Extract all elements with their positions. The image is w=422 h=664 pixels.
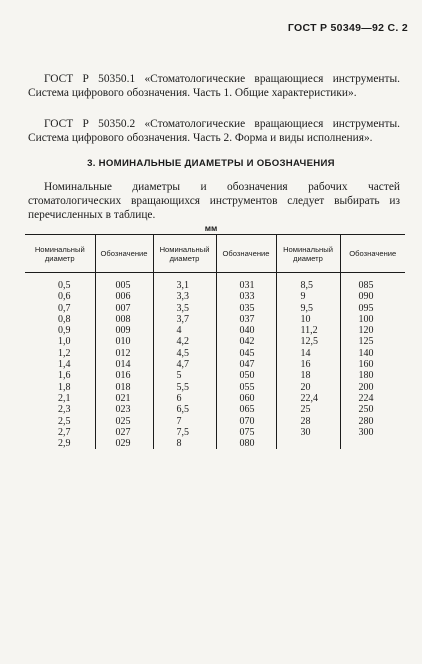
- diameter-cell: 11,2: [276, 325, 340, 336]
- diameter-cell: 2,5: [58, 415, 71, 427]
- designation-cell: 047: [216, 359, 276, 370]
- table-body: [25, 273, 405, 450]
- designation-cell: 085: [340, 273, 405, 292]
- table-row: [25, 393, 405, 404]
- designation-cell: 125: [340, 336, 405, 347]
- diameter-cell: 2,3: [58, 404, 71, 416]
- diameter-cell: 3,7: [153, 314, 216, 325]
- diameter-cell: 1,6: [58, 370, 71, 382]
- designation-cell: 050: [216, 370, 276, 381]
- table-row: [25, 382, 405, 393]
- diameter-cell: 16: [276, 359, 340, 370]
- diameter-cell: 18: [276, 370, 340, 381]
- designation-cell: 095: [340, 303, 405, 314]
- designation-cell: 090: [340, 291, 405, 302]
- designation-cell: 040: [216, 325, 276, 336]
- diameter-cell: 1,8: [58, 381, 71, 393]
- designation-cell: 042: [216, 336, 276, 347]
- header-nominal-diameter-2: Номинальный диаметр: [153, 235, 216, 273]
- diameter-cell: 2,7: [58, 426, 71, 438]
- diameter-cell: 10: [276, 314, 340, 325]
- diameter-cell: 0,9: [58, 325, 71, 337]
- designation-cell: 060: [216, 393, 276, 404]
- diameter-cell: 6: [153, 393, 216, 404]
- designation-cell: 035: [216, 303, 276, 314]
- designation-cell: 070: [216, 416, 276, 427]
- designation-cell: 075: [216, 427, 276, 438]
- designation-cell: 080: [216, 438, 276, 449]
- designation-cell: 029: [95, 438, 153, 449]
- designation-cell: 023: [95, 404, 153, 415]
- designation-cell: 010: [95, 336, 153, 347]
- table-header-row: [25, 235, 405, 273]
- designation-cell: 027: [95, 427, 153, 438]
- diameter-cell: 4,2: [153, 336, 216, 347]
- diameter-cell: 8,5: [276, 273, 340, 292]
- header-nominal-diameter-1: Номинальный диаметр: [25, 235, 95, 273]
- page-header: ГОСТ Р 50349—92 С. 2: [287, 22, 408, 34]
- diameter-cell: 0,7: [58, 302, 71, 314]
- diameter-cell: 7: [153, 416, 216, 427]
- table-row: [25, 359, 405, 370]
- designation-cell: 200: [340, 382, 405, 393]
- header-designation-3: Обозначение: [340, 235, 405, 273]
- diameter-cell: 5: [153, 370, 216, 381]
- designation-cell: 224: [340, 393, 405, 404]
- designation-cell: 009: [95, 325, 153, 336]
- diameter-cell: 3,5: [153, 303, 216, 314]
- designation-cell: 008: [95, 314, 153, 325]
- diameter-cell: 7,5: [153, 427, 216, 438]
- table-row: [25, 348, 405, 359]
- table-row: [25, 370, 405, 381]
- table-row: [25, 438, 405, 449]
- designation-cell: 012: [95, 348, 153, 359]
- diameter-cell: 3,1: [153, 273, 216, 292]
- designation-cell: 007: [95, 303, 153, 314]
- diameter-cell: 8: [153, 438, 216, 449]
- diameter-cell: 4,7: [153, 359, 216, 370]
- header-nominal-diameter-3: Номинальный диаметр: [276, 235, 340, 273]
- diameter-cell: 12,5: [276, 336, 340, 347]
- diameter-cell: 1,0: [58, 336, 71, 348]
- designation-cell: 250: [340, 404, 405, 415]
- table-row: [25, 325, 405, 336]
- diameter-cell: 4: [153, 325, 216, 336]
- table-row: [25, 303, 405, 314]
- diameter-cell: [276, 438, 340, 449]
- header-designation-2: Обозначение: [216, 235, 276, 273]
- diameter-cell: 28: [276, 416, 340, 427]
- designation-cell: 033: [216, 291, 276, 302]
- diameter-cell: 5,5: [153, 382, 216, 393]
- reference-paragraph-1: ГОСТ Р 50350.1 «Стоматологические вращающиеся инструменты. Система цифрового обозначения. Часть 1. Общие характеристики».: [28, 73, 400, 99]
- designation-cell: 016: [95, 370, 153, 381]
- diameter-cell: 2,9: [58, 438, 71, 450]
- diameter-cell: 22,4: [276, 393, 340, 404]
- designation-cell: 065: [216, 404, 276, 415]
- intro-paragraph: Номинальные диаметры и обозначения рабочих частей стоматологических вращающихся инструментов следует выбирать из перечисленных в таблице.: [28, 181, 400, 221]
- diameter-cell: 4,5: [153, 348, 216, 359]
- designation-cell: 021: [95, 393, 153, 404]
- diameter-cell: 6,5: [153, 404, 216, 415]
- diameters-table: [25, 234, 405, 449]
- table-row: [25, 273, 405, 292]
- diameter-cell: 30: [276, 427, 340, 438]
- diameter-cell: 14: [276, 348, 340, 359]
- table-row: [25, 291, 405, 302]
- table-row: [25, 314, 405, 325]
- designation-cell: 140: [340, 348, 405, 359]
- designation-cell: 280: [340, 416, 405, 427]
- designation-cell: 100: [340, 314, 405, 325]
- designation-cell: 006: [95, 291, 153, 302]
- diameter-cell: 2,1: [58, 392, 71, 404]
- unit-label: мм: [204, 223, 218, 233]
- section-title: 3. НОМИНАЛЬНЫЕ ДИАМЕТРЫ И ОБОЗНАЧЕНИЯ: [87, 158, 335, 169]
- reference-paragraph-2: ГОСТ Р 50350.2 «Стоматологические вращающиеся инструменты. Система цифрового обозначения. Часть 2. Форма и виды исполнения».: [28, 118, 400, 144]
- designation-cell: 045: [216, 348, 276, 359]
- designation-cell: 005: [95, 273, 153, 292]
- diameter-cell: 3,3: [153, 291, 216, 302]
- diameter-cell: 0,5: [58, 280, 71, 291]
- designation-cell: 120: [340, 325, 405, 336]
- diameter-cell: 1,2: [58, 347, 71, 359]
- table-row: [25, 336, 405, 347]
- table-row: [25, 404, 405, 415]
- diameter-cell: 9,5: [276, 303, 340, 314]
- designation-cell: 014: [95, 359, 153, 370]
- designation-cell: [340, 438, 405, 449]
- diameter-cell: 9: [276, 291, 340, 302]
- diameter-cell: 0,6: [58, 291, 71, 303]
- diameter-cell: 1,4: [58, 359, 71, 371]
- diameter-cell: 20: [276, 382, 340, 393]
- designation-cell: 031: [216, 273, 276, 292]
- diameter-cell: 25: [276, 404, 340, 415]
- designation-cell: 025: [95, 416, 153, 427]
- diameter-cell: 0,8: [58, 313, 71, 325]
- designation-cell: 018: [95, 382, 153, 393]
- designation-cell: 055: [216, 382, 276, 393]
- designation-cell: 180: [340, 370, 405, 381]
- table-row: [25, 427, 405, 438]
- header-designation-1: Обозначение: [95, 235, 153, 273]
- designation-cell: 300: [340, 427, 405, 438]
- designation-cell: 160: [340, 359, 405, 370]
- designation-cell: 037: [216, 314, 276, 325]
- table-row: [25, 416, 405, 427]
